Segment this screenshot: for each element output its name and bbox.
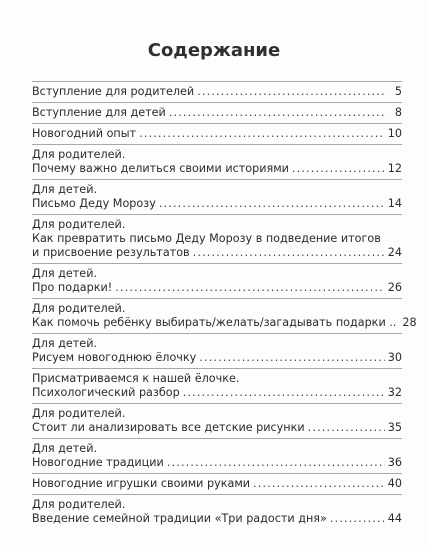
dot-leader — [115, 281, 384, 295]
toc-entry — [32, 404, 402, 438]
toc-entry — [32, 215, 402, 263]
toc-entry-text: Про подарки! — [32, 281, 113, 294]
table-of-contents — [32, 81, 417, 529]
toc-entry — [32, 299, 417, 333]
toc-page-number: 26 — [387, 281, 402, 294]
page-title: Содержание — [147, 40, 281, 61]
toc-entry-text: Для родителей. — [32, 302, 126, 315]
toc-page-number: 35 — [387, 421, 402, 434]
toc-entry — [32, 145, 402, 179]
toc-entry-text: Вступление для детей — [32, 106, 166, 119]
dot-leader — [167, 456, 385, 470]
toc-page-number: 40 — [387, 477, 402, 490]
dot-leader — [253, 477, 385, 491]
toc-entry — [32, 82, 402, 102]
toc-entry — [32, 124, 402, 144]
toc-page-number: 14 — [387, 197, 402, 210]
toc-entry-text: Как превратить письмо Деду Морозу в подведение итогов — [32, 232, 381, 245]
toc-entry-text: Письмо Деду Морозу — [32, 197, 156, 210]
toc-entry-text: Для родителей. — [32, 218, 126, 231]
toc-entry-text: Присматриваемся к нашей ёлочке. — [32, 372, 240, 385]
toc-entry — [32, 474, 402, 494]
toc-entry-text: Как помочь ребёнку выбирать/желать/загадывать подарки .. — [32, 316, 397, 329]
toc-page-number: 12 — [387, 162, 402, 175]
toc-entry — [32, 103, 402, 123]
toc-entry-text: Стоит ли анализировать все детские рисунки — [32, 421, 305, 434]
dot-leader — [292, 162, 385, 176]
toc-entry-text: Новогодние традиции — [32, 456, 164, 469]
toc-page-number: 24 — [387, 246, 402, 259]
toc-page-number: 32 — [387, 386, 402, 399]
toc-entry-text: Новогодний опыт — [32, 127, 137, 140]
toc-entry-text: и присвоение результатов — [32, 246, 190, 259]
toc-page-number: 5 — [394, 85, 402, 98]
dot-leader — [159, 197, 385, 211]
dot-leader — [199, 351, 384, 365]
toc-page-number: 8 — [394, 106, 402, 119]
dot-leader — [169, 106, 387, 120]
dot-leader — [193, 246, 385, 260]
toc-entry-text: Почему важно делиться своими историями — [32, 162, 289, 175]
dot-leader — [139, 127, 385, 141]
toc-entry-text: Для родителей. — [32, 498, 126, 511]
dot-leader — [308, 421, 385, 435]
toc-entry — [32, 264, 402, 298]
toc-entry-text: Вступление для родителей — [32, 85, 195, 98]
toc-entry-text: Для детей. — [32, 442, 98, 455]
toc-entry — [32, 495, 402, 529]
toc-entry-text: Для детей. — [32, 183, 98, 196]
toc-page-number: 44 — [387, 512, 402, 525]
toc-entry-text: Для родителей. — [32, 407, 126, 420]
toc-entry — [32, 439, 402, 473]
toc-entry-text: Для детей. — [32, 337, 98, 350]
dot-leader — [330, 512, 385, 526]
dot-leader — [183, 386, 385, 400]
toc-entry-text: Введение семейной традиции «Три радости дня» — [32, 512, 327, 525]
toc-page-number: 36 — [387, 456, 402, 469]
toc-entry — [32, 369, 402, 403]
toc-entry-text: Новогодние игрушки своими руками — [32, 477, 251, 490]
dot-leader — [197, 85, 387, 99]
toc-entry-text: Для родителей. — [32, 148, 126, 161]
toc-entry — [32, 180, 402, 214]
toc-entry-text: Для детей. — [32, 267, 98, 280]
toc-page-number: 10 — [387, 127, 402, 140]
toc-page-number: 30 — [387, 351, 402, 364]
toc-entry-text: Психологический разбор — [32, 386, 180, 399]
toc-page-number: 28 — [402, 316, 417, 329]
toc-entry-text: Рисуем новогоднюю ёлочку — [32, 351, 197, 364]
toc-entry — [32, 334, 402, 368]
